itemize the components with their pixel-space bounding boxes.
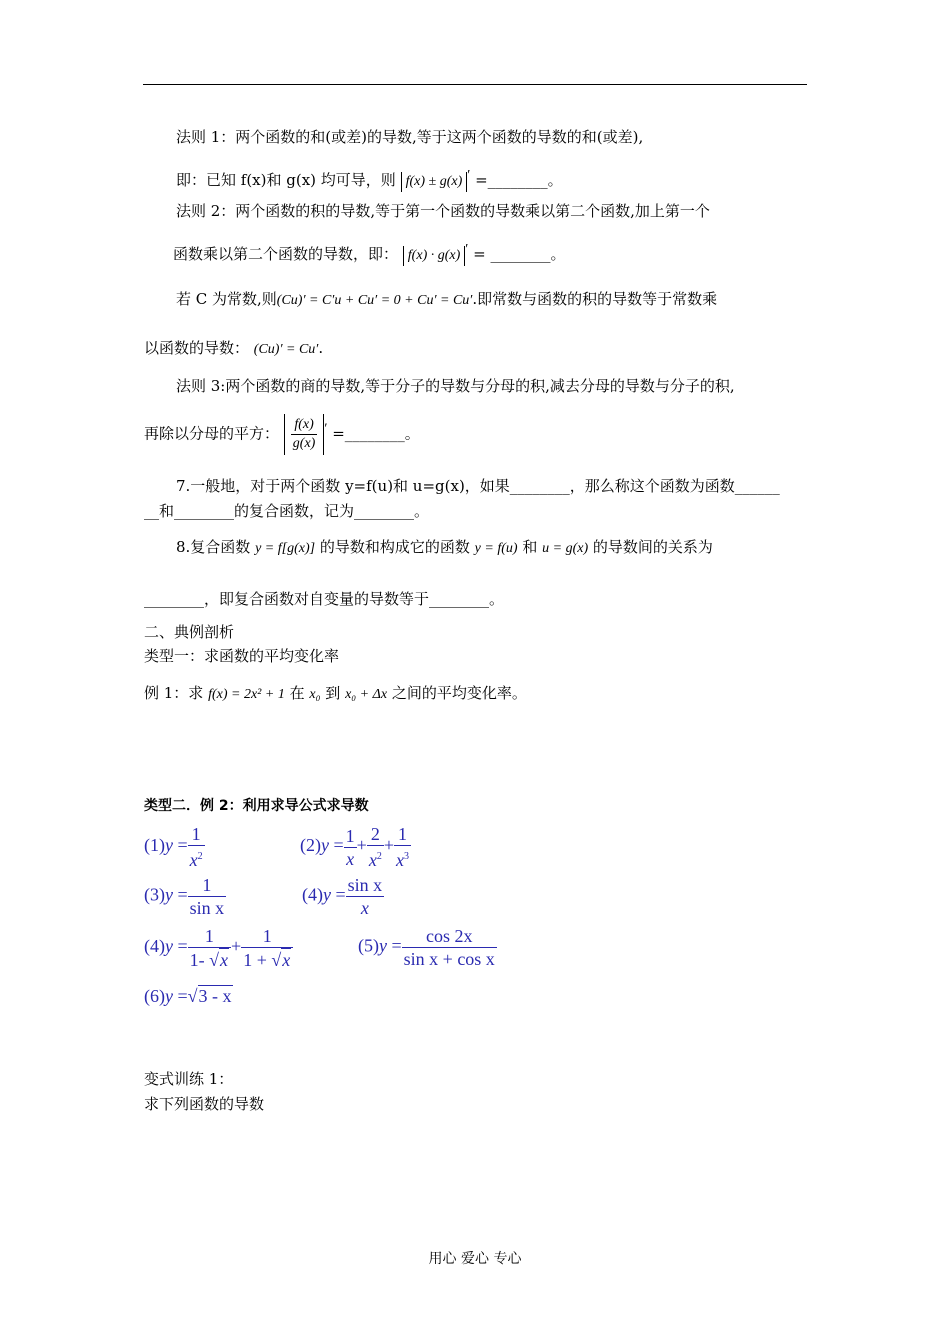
- constant-rule-cont: 以函数的导数： (Cu)′ = Cu′.: [144, 339, 324, 357]
- q7-line2: __和________的复合函数，记为________。: [144, 502, 430, 520]
- formula-5: (5)y = $\frac{\cos 2x}{\text{sin x + cos x}}$: [358, 926, 495, 969]
- practice-task: 求下列函数的导数: [144, 1095, 265, 1113]
- q8-line1: 8.复合函数 y = f[g(x)] 的导数和构成它的函数 y = f(u) 和 u = g(x) 的导数间的关系为: [176, 538, 713, 556]
- quotient-fraction: $\frac{f(x)}{g(x)}$: [292, 417, 316, 451]
- formula-4: (4)y = $\frac{\text{sin x}}{x}$: [302, 875, 383, 918]
- formula-1: (1)y = $\frac{1}{x^2}$: [144, 824, 203, 870]
- formula-3: (3)y = $\frac{1}{\text{sin x}}$: [144, 875, 225, 918]
- practice-title: 变式训练 1：: [144, 1070, 234, 1088]
- q7-line1: 7.一般地，对于两个函数 y=f(u)和 u=g(x)，如果________，那么称这个函数为函数______: [176, 477, 780, 495]
- rule1-text: 法则 1：两个函数的和(或差)的导数,等于这两个函数的导数的和(或差),: [176, 128, 644, 146]
- formula-4b: (4)y = $\frac{1}{1- √x}$ + $\frac{1}{1 + √x}$: [144, 925, 293, 971]
- type1-title: 类型一：求函数的平均变化率: [144, 647, 340, 665]
- formula-2: (2)y = $\frac{1}{x}$ + $\frac{2}{x^2}$ + $\frac{1}{x^3}$: [300, 824, 409, 870]
- rule3-text: 法则 3:两个函数的商的导数,等于分子的导数与分母的积,减去分母的导数与分子的积,: [176, 377, 735, 395]
- constant-rule: 若 C 为常数,则(Cu)′ = C′u + Cu′ = 0 + Cu′ = Cu′.即常数与函数的积的导数等于常数乘: [176, 290, 718, 308]
- product-expression: f(x) · g(x): [403, 246, 465, 266]
- rule1-formula: 即：已知 f(x)和 g(x) 均可导，则 f(x) ± g(x) ′ =________。: [176, 166, 563, 192]
- rule2-formula: 函数乘以第二个函数的导数，即： f(x) · g(x) ′ = ________。: [173, 240, 565, 266]
- example1: 例 1：求 f(x) = 2x² + 1 在 x₀ 到 x₀ + Δx 之间的平均变化率。: [144, 684, 527, 702]
- formula-6: (6)y =√3 - x: [144, 986, 232, 1006]
- q8-line2: ________，即复合函数对自变量的导数等于________。: [144, 590, 505, 608]
- sum-expression: f(x) ± g(x): [401, 172, 468, 192]
- page-footer: 用心 爱心 专心: [428, 1251, 522, 1267]
- section-title: 二、典例剖析: [144, 623, 235, 641]
- type2-title: 类型二．例 2：利用求导公式求导数: [144, 798, 369, 814]
- header-rule: [143, 84, 807, 85]
- rule3-formula: 再除以分母的平方： $\frac{f(x)}{g(x)}$ ′ =________。: [144, 414, 420, 455]
- rule2-text: 法则 2：两个函数的积的导数,等于第一个函数的导数乘以第二个函数,加上第一个: [176, 202, 710, 220]
